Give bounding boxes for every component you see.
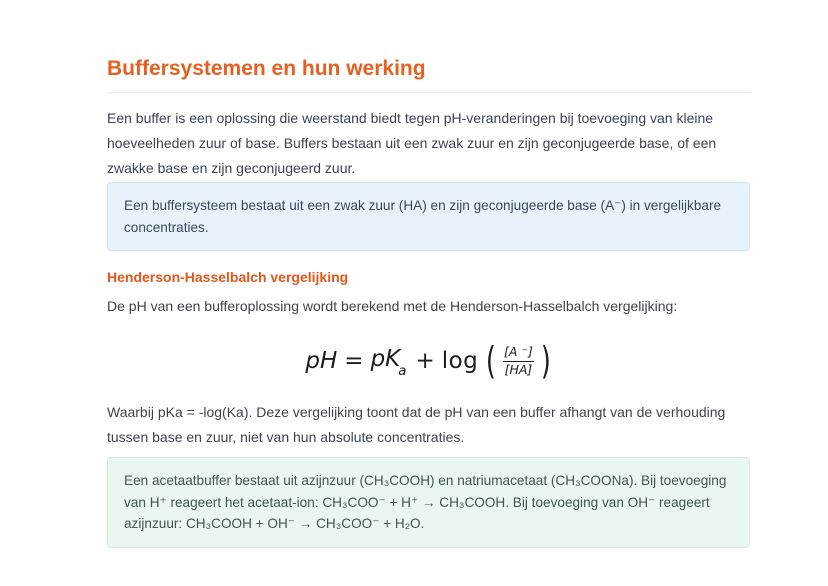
henderson-hasselbalch-equation: [305, 339, 551, 383]
equation-block: [107, 337, 750, 385]
equation-pka: [370, 346, 409, 380]
equation-close-paren: ): [540, 339, 551, 383]
equation-note-paragraph: Waarbij pKa = -log(Ka). Deze vergelijking toont dat de pH van een buffer afhangt van de verhouding tussen base en zuur, niet van hun absolute concentraties.: [107, 404, 726, 446]
intro-paragraph: Een buffer is een oplossing die weerstand biedt tegen pH-veranderingen bij toevoeging van kleine hoeveelheden zuur of base. Buffers bestaan uit een zwak zuur en zijn geconjugeerde base, of een zwakke base en zijn geconjugeerd zuur.: [107, 110, 717, 177]
page-title: Buffersystemen en hun werking: [107, 57, 750, 93]
equation-pk: pK: [370, 346, 401, 373]
equation-pk-subscript: a: [398, 364, 407, 380]
article: [107, 0, 750, 548]
info-callout-text: Een buffersysteem bestaat uit een zwak zuur (HA) en zijn geconjugeerde base (A⁻) in vergelijkbare concentraties.: [124, 198, 722, 235]
equation-equals: =: [344, 348, 364, 375]
example-callout: [107, 457, 750, 548]
equation-denominator: [HA]: [504, 361, 533, 377]
equation-intro-paragraph: De pH van een bufferoplossing wordt berekend met de Henderson-Hasselbalch vergelijking:: [107, 298, 678, 315]
equation-lhs: pH: [305, 348, 338, 375]
equation-open-paren: (: [486, 339, 497, 383]
equation-plus: +: [415, 348, 435, 375]
equation-numerator: [A ⁻]: [504, 344, 533, 360]
example-callout-text: Een acetaatbuffer bestaat uit azijnzuur (CH₃COOH) en natriumacetaat (CH₃COONa). Bij toevoeging van H⁺ reageert het acetaat-ion: CH₃COO⁻ + H⁺ → CH₃COOH. Bij toevoeging van OH⁻ reageert azijnzuur: CH₃COOH + OH⁻ → CH₃COO⁻ + H₂O.: [124, 473, 727, 532]
section-heading: Henderson-Hasselbalch vergelijking: [107, 269, 349, 286]
equation-log: log: [441, 348, 479, 375]
equation-fraction: [502, 344, 535, 378]
info-callout: [107, 182, 750, 251]
